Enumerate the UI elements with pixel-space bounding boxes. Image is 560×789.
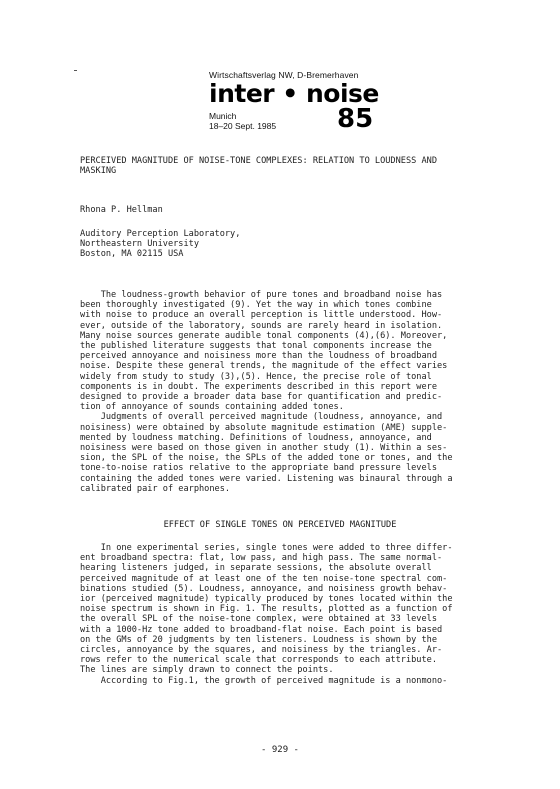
conference-city: Munich (209, 111, 237, 121)
author-affiliation: Auditory Perception Laboratory, Northeastern University Boston, MA 02115 USA (80, 229, 241, 260)
margin-mark (74, 70, 77, 71)
publisher-line: Wirtschaftsverlag NW, D-Bremerhaven (209, 70, 359, 80)
paper-title: PERCEIVED MAGNITUDE OF NOISE-TONE COMPLEXES: RELATION TO LOUDNESS AND MASKING (80, 156, 437, 177)
logo-text: inter • noise (209, 79, 379, 108)
conference-dates: 18–20 Sept. 1985 (209, 121, 277, 131)
conference-header (209, 70, 389, 139)
page-number: - 929 - (261, 745, 299, 755)
body-paragraphs-section: In one experimental series, single tones were added to three differ- ent broadband spectra: flat, low pass, and high pass. The same normal- hearing listeners judged, in separate sessions, the absolute overall perceived magnitude of at least one of the ten noise-tone spectral com- binations studied (5). Loudness, annoyance, and noisiness growth behav- ior (perceived magnitude) typically produced by tones located within the noise spectrum is shown in Fig. 1. The results, plotted as a function of the overall SPL of the noise-tone complex, were obtained at 33 levels with a 1000-Hz tone added to broadband-flat noise. Each point is based on the GMs of 20 judgments by ten listeners. Loudness is shown by the circles, annoyance by the squares, and noisiness by the triangles. Ar- rows refer to the numerical scale that corresponds to each attribute. The lines are simply drawn to connect the points. According to Fig.1, the growth of perceived magnitude is a nonmono- (80, 543, 453, 686)
conference-year: 85 (337, 104, 374, 134)
author-name: Rhona P. Hellman (80, 205, 163, 215)
body-paragraphs-intro: The loudness-growth behavior of pure tones and broadband noise has been thoroughly investigated (9). Yet the way in which tones combine with noise to produce an overall perception is little understood. How- ever, outside of the laboratory, sounds are rarely heard in isolation. Many noise sources generate audible tonal components (4),(6). Moreover, the published literature suggests that tonal components increase the perceived annoyance and noisiness more than the loudness of broadband noise. Despite these general trends, the magnitude of the effect varies widely from study to study (3),(5). Hence, the precise role of tonal components is in doubt. The experiments described in this report were designed to provide a broader data base for quantification and predic- tion of annoyance of sounds containing added tones. Judgments of overall perceived magnitude (loudness, annoyance, and noisiness) were obtained by absolute magnitude estimation (AME) supple- mented by loudness matching. Definitions of loudness, annoyance, and noisiness were based on those given in another study (1). Within a ses- sion, the SPL of the noise, the SPLs of the added tone or tones, and the tone-to-noise ratios relative to the appropriate band pressure levels containing the added tones were varied. Listening was binaural through a calibrated pair of earphones. (80, 290, 453, 494)
conference-logo (209, 81, 389, 139)
section-heading: EFFECT OF SINGLE TONES ON PERCEIVED MAGNITUDE (163, 520, 397, 530)
